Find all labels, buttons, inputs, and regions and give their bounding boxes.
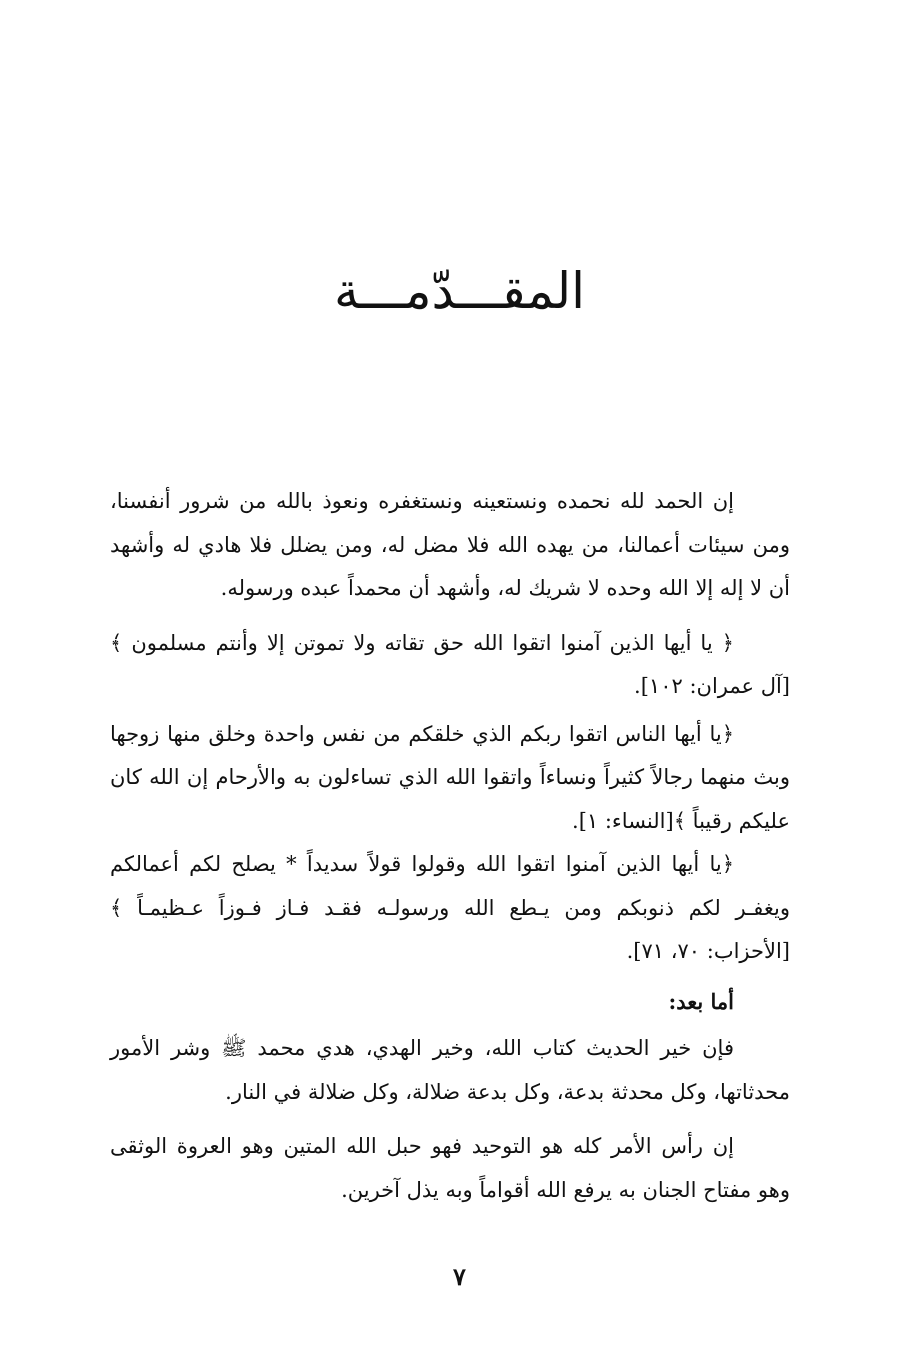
section-heading: أما بعد:	[668, 988, 734, 1014]
chapter-title: المقـــدّمـــة	[333, 262, 586, 320]
hadith-paragraph: فإن خير الحديث كتاب الله، وخير الهدي، هدي محمد ﷺ وشر الأمور محدثاتها، وكل محدثة بدعة، وكل بدعة ضلالة، وكل ضلالة في النار.	[110, 1036, 790, 1104]
opening-paragraph: إن الحمد لله نحمده ونستعينه ونستغفره ونعوذ بالله من شرور أنفسنا، ومن سيئات أعمالنا، من يهده الله فلا مضل له، ومن يضلل فلا هادي له وأشهد أن لا إله إلا الله وحده لا شريك له، وأشهد أن محمداً عبده ورسوله.	[110, 489, 790, 600]
quran-verse-al-imran: ﴿ يا أيها الذين آمنوا اتقوا الله حق تقاته ولا تموتن إلا وأنتم مسلمون ﴾ [آل عمران: ١٠٢].	[110, 630, 790, 698]
tawhid-paragraph: إن رأس الأمر كله هو التوحيد فهو حبل الله المتين وهو العروة الوثقى وهو مفتاح الجنان به يرفع الله أقواماً وبه يذل آخرين.	[110, 1134, 790, 1202]
quran-verse-an-nisa: ﴿يا أيها الناس اتقوا ربكم الذي خلقكم من نفس واحدة وخلق منها زوجها وبث منهما رجالاً كثيراً ونساءاً واتقوا الله الذي تساءلون به والأرحام إن الله كان عليكم رقيباً ﴾[النساء: ١].	[110, 721, 790, 833]
page-body	[110, 480, 790, 1212]
page-number: ٧	[453, 1262, 466, 1291]
quran-verse-al-ahzab: ﴿يا أيها الذين آمنوا اتقوا الله وقولوا قولاً سديداً * يصلح لكم أعمالكم ويغفـر لكم ذنوبكم ومن يـطع الله ورسولـه فقـد فـاز فـوزاً عـظيمـاً ﴾ [الأحزاب: ٧٠، ٧١].	[110, 852, 790, 963]
